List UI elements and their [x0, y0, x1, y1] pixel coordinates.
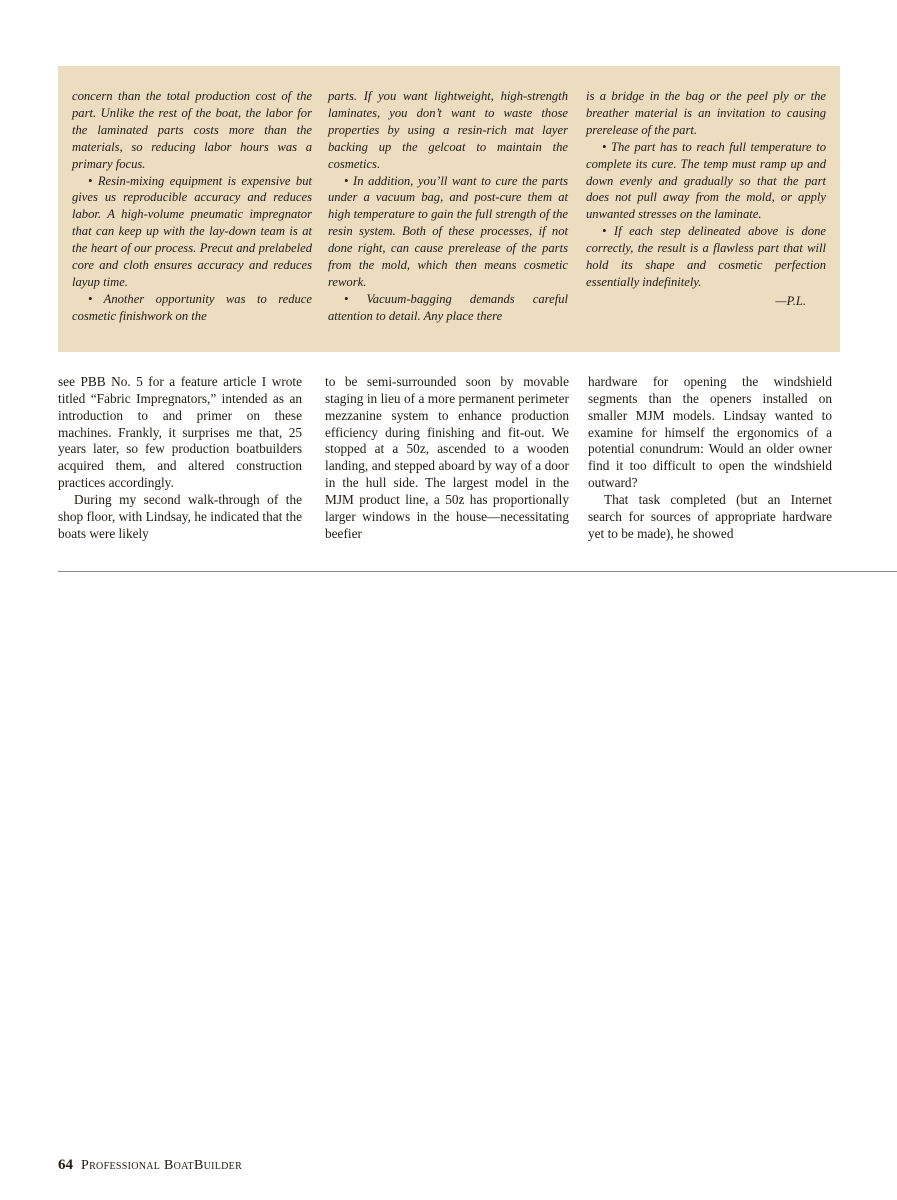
sidebar-paragraph: • Vacuum-bagging demands careful attention to detail. Any place there [328, 291, 568, 323]
sidebar-column-2 [328, 88, 568, 325]
sidebar-paragraph: is a bridge in the bag or the peel ply or the breather material is an invitation to causing prerelease of the part. [586, 89, 826, 137]
sidebar-column-1 [72, 88, 312, 325]
sidebar-paragraph: • Another opportunity was to reduce cosmetic finishwork on the [72, 291, 312, 323]
body-paragraph: hardware for opening the windshield segments than the openers installed on smaller MJM models. Lindsay wanted to examine for himself the ergonomics of a potential conundrum: Would an older owner find it too difficult to open the windshield outward? [588, 374, 832, 491]
sidebar-paragraph: • If each step delineated above is done correctly, the result is a flawless part that will hold its shape and cosmetic perfection essentially indefinitely. [586, 224, 826, 289]
sidebar-paragraph: • In addition, you’ll want to cure the parts under a vacuum bag, and post-cure them at high temperature to gain the full strength of the resin system. Both of these processes, if not done right, can cause prerelease of the parts from the mold, which then means cosmetic rework. [328, 173, 568, 289]
body-paragraph: to be semi-surrounded soon by movable staging in lieu of a more permanent perimeter mezzanine system to enhance production efficiency during finishing and fit-out. We stopped at a 50z, ascended to a wooden landing, and stepped aboard by way of a door in the hull side. The largest model in the MJM product line, a 50z has proportionally larger windows in the house—necessitating beefier [325, 374, 569, 541]
sidebar-paragraph: concern than the total production cost of the part. Unlike the rest of the boat, the labor for the laminated parts costs more than the materials, so reducing labor hours was a primary focus. [72, 89, 312, 171]
divider-rule [58, 571, 897, 572]
body-column-2 [325, 374, 569, 542]
sidebar-paragraph: parts. If you want lightweight, high-strength laminates, you don’t want to waste those properties by using a resin-rich mat layer backing up the gelcoat to maintain the cosmetics. [328, 89, 568, 171]
body-paragraph: see PBB No. 5 for a feature article I wrote titled “Fabric Impregnators,” intended as an introduction to and primer on these machines. Frankly, it surprises me that, 25 years later, so few production boatbuilders acquired them, and altered construction practices accordingly. [58, 374, 302, 491]
body-column-1 [58, 374, 302, 542]
publication-name: Professional BoatBuilder [81, 1158, 243, 1173]
sidebar-paragraph: • Resin-mixing equipment is expensive but gives us reproducible accuracy and reduces labor. A high-volume pneumatic impregnator that can keep up with the lay-down team is at the heart of our process. Precut and prelabeled core and cloth ensures accuracy and reduces layup time. [72, 173, 312, 289]
body-paragraph: That task completed (but an Internet search for sources of appropriate hardware yet to be made), he showed [588, 491, 832, 541]
body-column-3 [588, 374, 832, 542]
sidebar-column-3 [586, 88, 826, 310]
page-footer [58, 1157, 242, 1174]
sidebar-box [58, 66, 840, 352]
sidebar-signature: —P.L. [775, 293, 806, 308]
sidebar-paragraph: • The part has to reach full temperature to complete its cure. The temp must ramp up and down evenly and gradually so that the part does not pull away from the mold, or apply unwanted stresses on the laminate. [586, 139, 826, 222]
page-number: 64 [58, 1157, 73, 1173]
body-paragraph: During my second walk-through of the shop floor, with Lindsay, he indicated that the boats were likely [58, 491, 302, 541]
